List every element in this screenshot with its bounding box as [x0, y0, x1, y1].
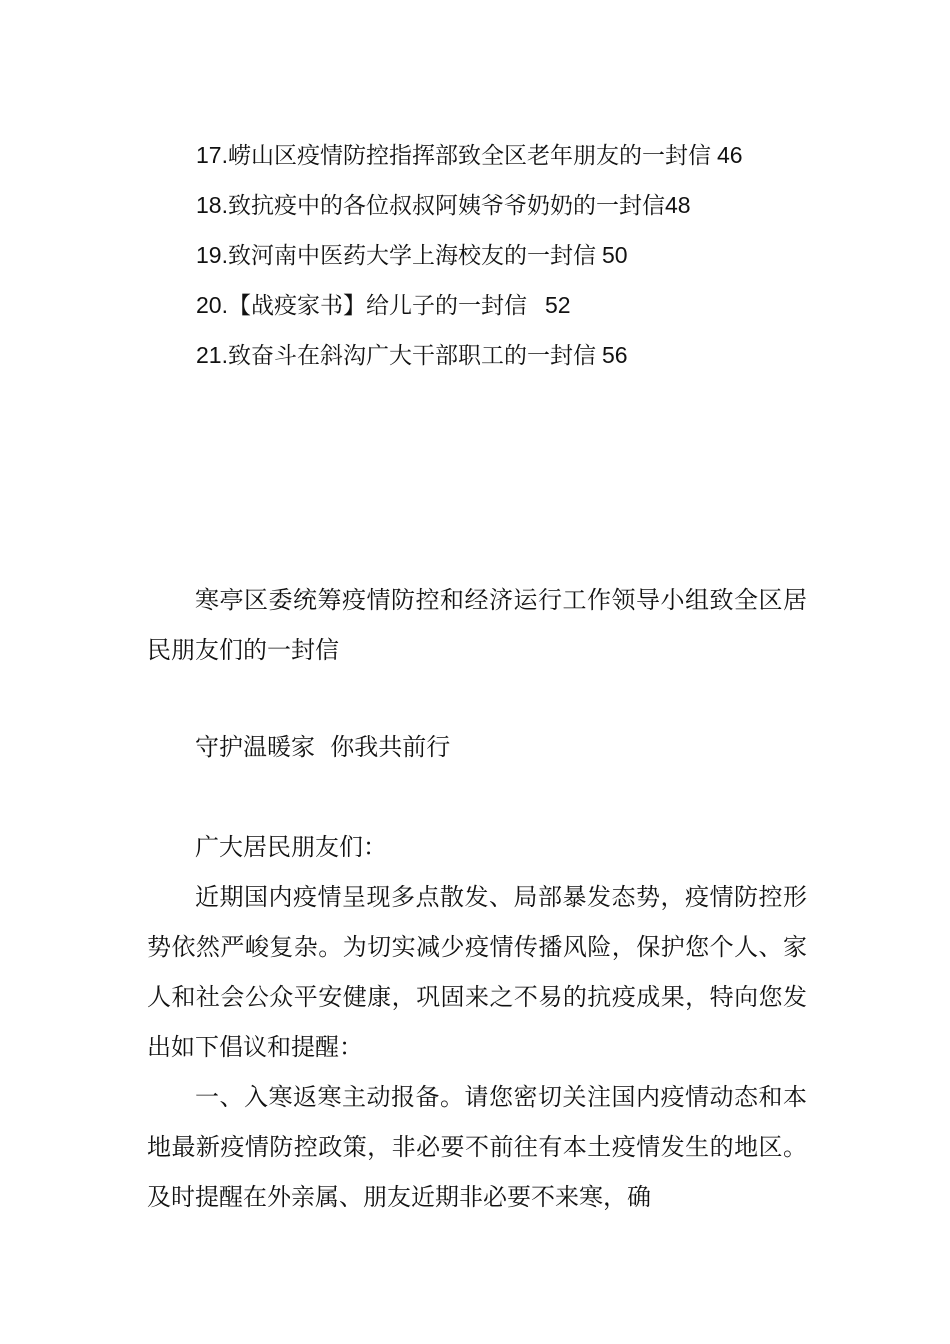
table-of-contents	[196, 130, 836, 380]
letter-title: 寒亭区委统筹疫情防控和经济运行工作领导小组致全区居民朋友们的一封信	[147, 586, 807, 664]
toc-item	[196, 230, 836, 280]
toc-item-number: 17.	[196, 142, 228, 168]
toc-item-title: 崂山区疫情防控指挥部致全区老年朋友的一封信	[227, 143, 711, 169]
letter-paragraph: 近期国内疫情呈现多点散发、局部暴发态势，疫情防控形势依然严峻复杂。为切实减少疫情传播风险，保护您个人、家人和社会公众平安健康，巩固来之不易的抗疫成果，特向您发出如下倡议和提醒：	[147, 883, 807, 1061]
toc-item-title: 致奋斗在斜沟广大干部职工的一封信	[227, 343, 596, 369]
toc-item-title: 致抗疫中的各位叔叔阿姨爷爷奶奶的一封信	[227, 193, 665, 219]
toc-item	[196, 330, 836, 380]
letter-subtitle: 守护温暖家 你我共前行	[195, 733, 451, 761]
toc-item-number: 21.	[196, 342, 228, 368]
toc-item-number: 20.	[196, 292, 228, 318]
toc-item-number: 19.	[196, 242, 228, 268]
toc-item	[196, 130, 836, 180]
toc-item-number: 18.	[196, 192, 228, 218]
toc-item	[196, 180, 836, 230]
toc-item-page: 48	[664, 192, 691, 218]
toc-item-title: 【战疫家书】给儿子的一封信	[227, 293, 527, 319]
letter-paragraph: 一、入寒返寒主动报备。请您密切关注国内疫情动态和本地最新疫情防控政策，非必要不前往有本土疫情发生的地区。及时提醒在外亲属、朋友近期非必要不来寒，确	[147, 1083, 807, 1211]
toc-item-page: 52	[544, 292, 571, 318]
toc-item-page: 56	[601, 342, 628, 368]
toc-item	[196, 280, 836, 330]
toc-item-page: 50	[601, 242, 628, 268]
letter-salutation: 广大居民朋友们：	[195, 833, 387, 861]
toc-item-title: 致河南中医药大学上海校友的一封信	[227, 243, 596, 269]
toc-item-page: 46	[716, 142, 743, 168]
